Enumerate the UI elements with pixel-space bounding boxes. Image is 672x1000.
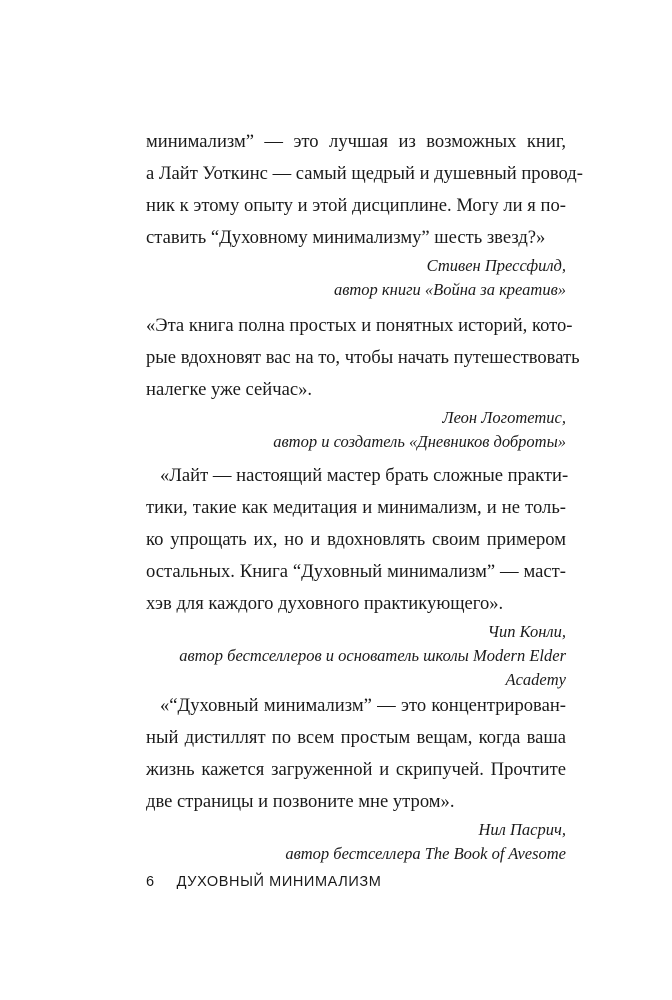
quote-line: ник к этому опыту и этой дисциплине. Могу ли я по- <box>146 195 566 216</box>
quote-attribution <box>146 818 566 866</box>
quote-line: рые вдохновят вас на то, чтобы начать путешествовать <box>146 347 580 368</box>
quote-line: ставить “Духовному минимализму” шесть звезд?» <box>146 227 546 248</box>
quote-attribution <box>146 620 566 692</box>
quote-author: Стивен Прессфилд, <box>426 256 566 275</box>
quote-line: остальных. Книга “Духовный минимализм” — маст- <box>146 561 566 582</box>
quote-pasricha <box>146 690 566 866</box>
quote-conley <box>146 460 569 692</box>
quote-author: Чип Конли, <box>487 622 566 641</box>
quote-author: Нил Пасрич, <box>478 820 566 839</box>
quote-attribution <box>146 406 566 454</box>
quote-line: ный дистиллят по всем простым вещам, когда ваша <box>146 727 566 748</box>
quote-line: «Эта книга полна простых и понятных историй, кото- <box>146 315 573 336</box>
quote-line: жизнь кажется загруженной и скрипучей. Прочтите <box>146 759 566 780</box>
quote-attribution <box>146 254 566 302</box>
quote-text <box>146 310 580 406</box>
quote-author: Леон Логотетис, <box>442 408 566 427</box>
quote-logothetis <box>146 310 580 454</box>
quote-credit: автор бестселлера The Book of Avesome <box>285 844 566 863</box>
quote-credit: автор бестселлеров и основатель школы Modern Elder <box>179 646 566 665</box>
quote-line: тики, такие как медитация и минимализм, и не толь- <box>146 497 566 518</box>
quote-line: хэв для каждого духовного практикующего». <box>146 593 504 614</box>
quote-pressfield <box>146 126 583 302</box>
quote-line: а Лайт Уоткинс — самый щедрый и душевный провод- <box>146 163 583 184</box>
quote-line: «Лайт — настоящий мастер брать сложные практи- <box>160 465 569 486</box>
quote-line: минимализм” — это лучшая из возможных книг, <box>146 131 566 152</box>
page-number: 6 <box>146 874 155 890</box>
running-title: ДУХОВНЫЙ МИНИМАЛИЗМ <box>176 874 382 890</box>
quote-credit: автор и создатель «Дневников доброты» <box>273 432 566 451</box>
quote-text <box>146 460 569 620</box>
quote-line: две страницы и позвоните мне утром». <box>146 791 455 812</box>
page-footer <box>146 874 381 890</box>
quote-line: налегке уже сейчас». <box>146 379 313 400</box>
quote-line: «“Духовный минимализм” — это концентрирован- <box>160 695 566 716</box>
quote-line: ко упрощать их, но и вдохновлять своим примером <box>146 529 566 550</box>
quote-credit: Academy <box>505 670 566 689</box>
quote-text <box>146 126 583 254</box>
quote-credit: автор книги «Война за креатив» <box>333 280 566 299</box>
quote-text <box>146 690 566 818</box>
